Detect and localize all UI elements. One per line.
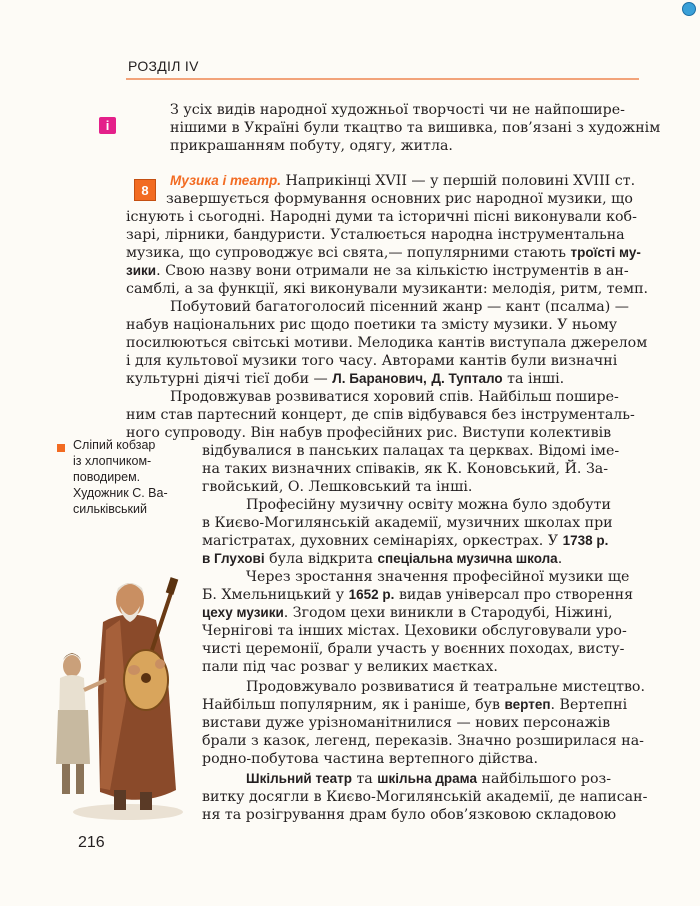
term-music-guild: цеху музики — [202, 605, 284, 620]
body-line: Чернігові та інших містах. Цеховики обслуговували уро- — [202, 623, 627, 639]
body-line: на таких визначних співаків, як К. Коновський, Й. За- — [202, 461, 609, 477]
body-line: ним став партесний концерт, де спів відбувався без інструменталь- — [126, 407, 635, 423]
term-music-school: спеціальна музична школа — [377, 551, 558, 566]
intro-line: прикрашанням побуту, одягу, житла. — [170, 138, 453, 154]
publisher-logo-icon — [682, 2, 696, 16]
section-header: РОЗДІЛ IV — [128, 58, 199, 74]
year-1652: 1652 р. — [348, 587, 395, 602]
body-line: брали з казок, легенд, переказів. Значно розширилася на- — [202, 733, 644, 749]
term-troisti-muzyky: троїсті му- — [570, 245, 641, 260]
body-line: існують і сьогодні. Народні думи та історичні пісні виконували коб- — [126, 209, 637, 225]
caption-line: сильківський — [73, 502, 147, 516]
body-line: самблі, а за функції, які виконували музиканти: мелодія, ритм, темп. — [126, 281, 649, 297]
body-line: набув національних рис щодо поетики та змісту музики. У ньому — [126, 317, 618, 333]
body-line: Музика і театр. Наприкінці XVII — у першій половині XVIII ст. — [170, 173, 636, 189]
year-1738: 1738 р. — [562, 533, 609, 548]
body-line: ного супроводу. Він набув професійних рис. Виступи колективів — [126, 425, 612, 441]
body-line: Побутовий багатоголосий пісенний жанр — кант (псалма) — — [170, 299, 629, 315]
page-number: 216 — [78, 834, 105, 851]
caption-line: із хлопчиком- — [73, 454, 152, 468]
intro-line: нішими в Україні були ткацтво та вишивка, пов’язані з художнім — [170, 120, 661, 136]
body-line: Шкільний театр та шкільна драма найбільшого роз- — [246, 771, 612, 787]
body-line: чисті церемонії, брали участь у воєнних походах, висту- — [202, 641, 625, 657]
body-line: ня та розігрування драм було обов’язковою складовою — [202, 807, 617, 823]
body-line: родно-побутова частина вертепного дійства. — [202, 751, 539, 767]
body-line: пали під час розваг у великих маєтках. — [202, 659, 498, 675]
body-line: вистави дуже урізноманітнилися — нових персонажів — [202, 715, 611, 731]
body-line: в Глухові була відкрита спеціальна музична школа. — [202, 551, 563, 567]
body-line: зики. Свою назву вони отримали не за кількістю інструментів в ан- — [126, 263, 629, 279]
kobzar-painting — [48, 560, 198, 822]
name-tuptalo: Д. Туптало — [431, 371, 503, 386]
body-line: витку досягли в Києво-Могилянській академії, де написан- — [202, 789, 648, 805]
info-icon: i — [99, 117, 116, 134]
intro-line: З усіх видів народної художньої творчості чи не найпошире- — [170, 102, 625, 118]
name-baranovych: Л. Баранович — [332, 371, 424, 386]
header-rule — [126, 78, 639, 80]
body-line: магістратах, духовних семінаріях, оркестрах. У 1738 р. — [202, 533, 609, 549]
term-vertep: вертеп — [504, 697, 551, 712]
caption-line: Художник С. Ва- — [73, 486, 168, 500]
body-line: завершується формування основних рис народної музики, що — [166, 191, 633, 207]
caption-line: поводирем. — [73, 470, 141, 484]
body-line: Через зростання значення професійної музики ще — [246, 569, 630, 585]
section-number-icon: 8 — [134, 179, 156, 201]
caption-bullet — [57, 444, 65, 452]
section-heading: Музика і театр. — [170, 173, 281, 188]
body-line: музика, що супроводжує всі свята,— популярними стають троїсті му- — [126, 245, 641, 261]
body-line: культурні діячі тієї доби — Л. Баранович, Д. Туптало та інші. — [126, 371, 565, 387]
body-line: посилюються світські мотиви. Мелодика кантів виступала джерелом — [126, 335, 648, 351]
body-line: гвойський, О. Лешковський та інші. — [202, 479, 473, 495]
body-line: Професійну музичну освіту можна було здобути — [246, 497, 611, 513]
body-line: цеху музики. Згодом цехи виникли в Стародубі, Ніжині, — [202, 605, 613, 621]
body-line: Найбільш популярним, як і раніше, був вертеп. Вертепні — [202, 697, 628, 713]
body-line: Продовжував розвиватися хоровий спів. Найбільш пошире- — [170, 389, 619, 405]
term-school-theatre: Шкільний театр — [246, 771, 352, 786]
body-line: і для культової музики того часу. Авторами кантів були визначні — [126, 353, 618, 369]
term-school-drama: шкільна драма — [377, 771, 477, 786]
body-line: відбувалися в панських палацах та церквах. Відомі іме- — [202, 443, 620, 459]
body-line: Продовжувало розвиватися й театральне мистецтво. — [246, 679, 645, 695]
body-line: в Києво-Могилянській академії, музичних школах при — [202, 515, 613, 531]
body-line: зарі, лірники, бандуристи. Усталюється народна інструментальна — [126, 227, 625, 243]
body-line: Б. Хмельницький у 1652 р. видав універсал про створення — [202, 587, 634, 603]
caption-line: Сліпий кобзар — [73, 438, 156, 452]
